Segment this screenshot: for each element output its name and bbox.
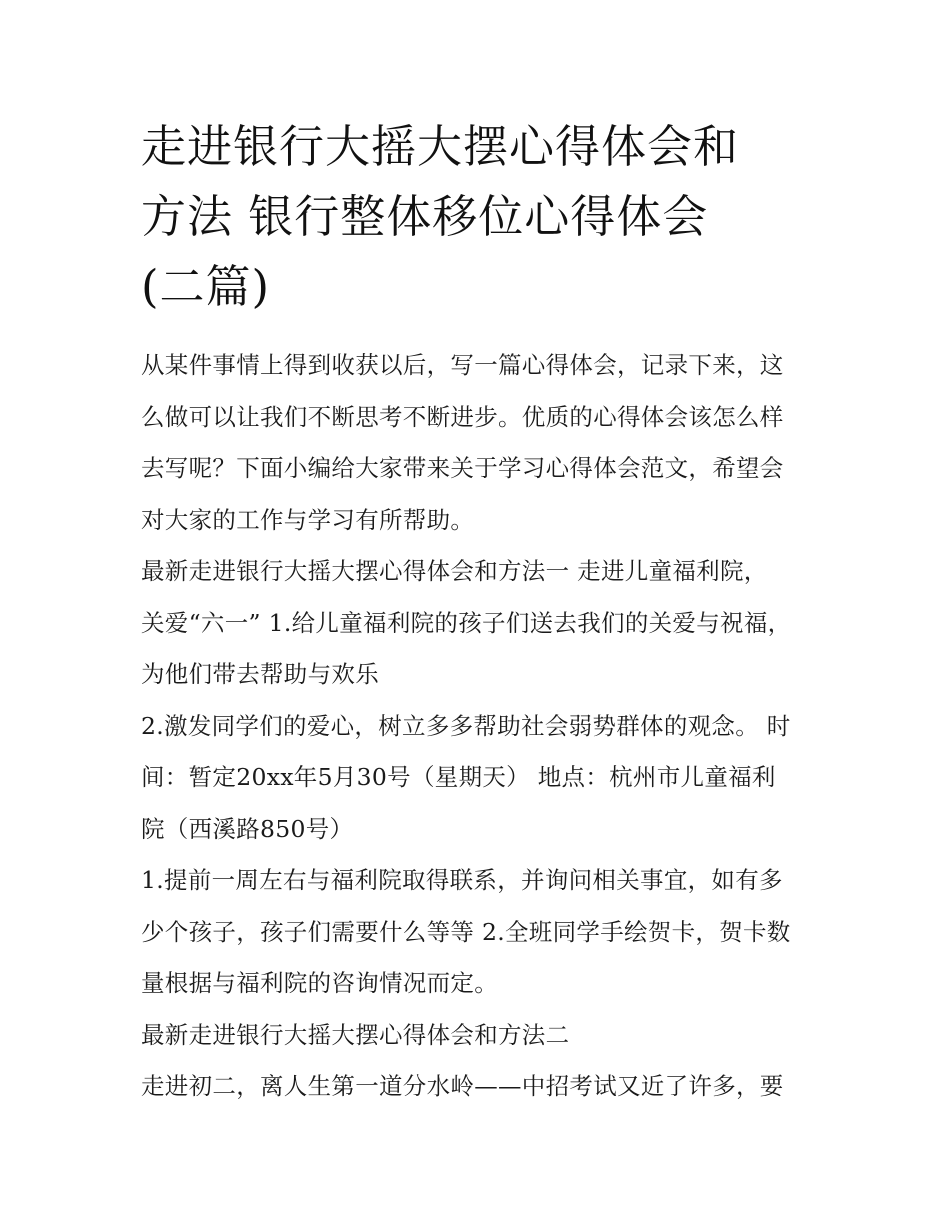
text-line: 关爱“六一” 1.给儿童福利院的孩子们送去我们的关爱与祝福， (141, 608, 792, 637)
text-line: 走进初二，离人生第一道分水岭——中招考试又近了许多，要 (141, 1072, 784, 1100)
paragraph-preparation (141, 855, 813, 1010)
paragraph-grade-two (141, 1061, 813, 1113)
paragraph-activity-info (141, 701, 813, 856)
title-line: 走进银行大摇大摆心得体会和 (141, 120, 740, 173)
text-line: 量根据与福利院的咨询情况而定。 (141, 969, 498, 997)
paragraph-intro (141, 340, 813, 546)
text-line: 最新走进银行大摇大摆心得体会和方法一 走进儿童福利院， (141, 557, 768, 585)
paragraph-method-one (141, 546, 813, 701)
document-title (141, 112, 813, 322)
text-line: 从某件事情上得到收获以后，写一篇心得体会，记录下来，这 (141, 351, 784, 379)
text-line: 2.激发同学们的爱心，树立多多帮助社会弱势群体的观念。 时 (141, 711, 791, 740)
text-line: 么做可以让我们不断思考不断进步。优质的心得体会该怎么样 (141, 402, 784, 431)
text-line: 少个孩子，孩子们需要什么等等 2.全班同学手绘贺卡，贺卡数 (141, 917, 791, 946)
text-line: 对大家的工作与学习有所帮助。 (141, 505, 475, 534)
document-body (141, 340, 813, 1113)
text-line: 间：暂定20xx年5月30号（星期天） 地点：杭州市儿童福利 (141, 763, 776, 791)
section-heading-method-two (141, 1010, 813, 1062)
text-line: 1.提前一周左右与福利院取得联系，并询问相关事宜，如有多 (141, 866, 783, 894)
text-line: 最新走进银行大摇大摆心得体会和方法二 (141, 1020, 570, 1049)
text-line: 院（西溪路850号） (141, 814, 354, 843)
text-line: 为他们带去帮助与欢乐 (141, 660, 379, 688)
document-page (141, 112, 813, 1113)
title-line: (二篇) (141, 260, 271, 313)
title-line: 方法 银行整体移位心得体会 (141, 190, 709, 243)
text-line: 去写呢？下面小编给大家带来关于学习心得体会范文，希望会 (141, 454, 784, 482)
